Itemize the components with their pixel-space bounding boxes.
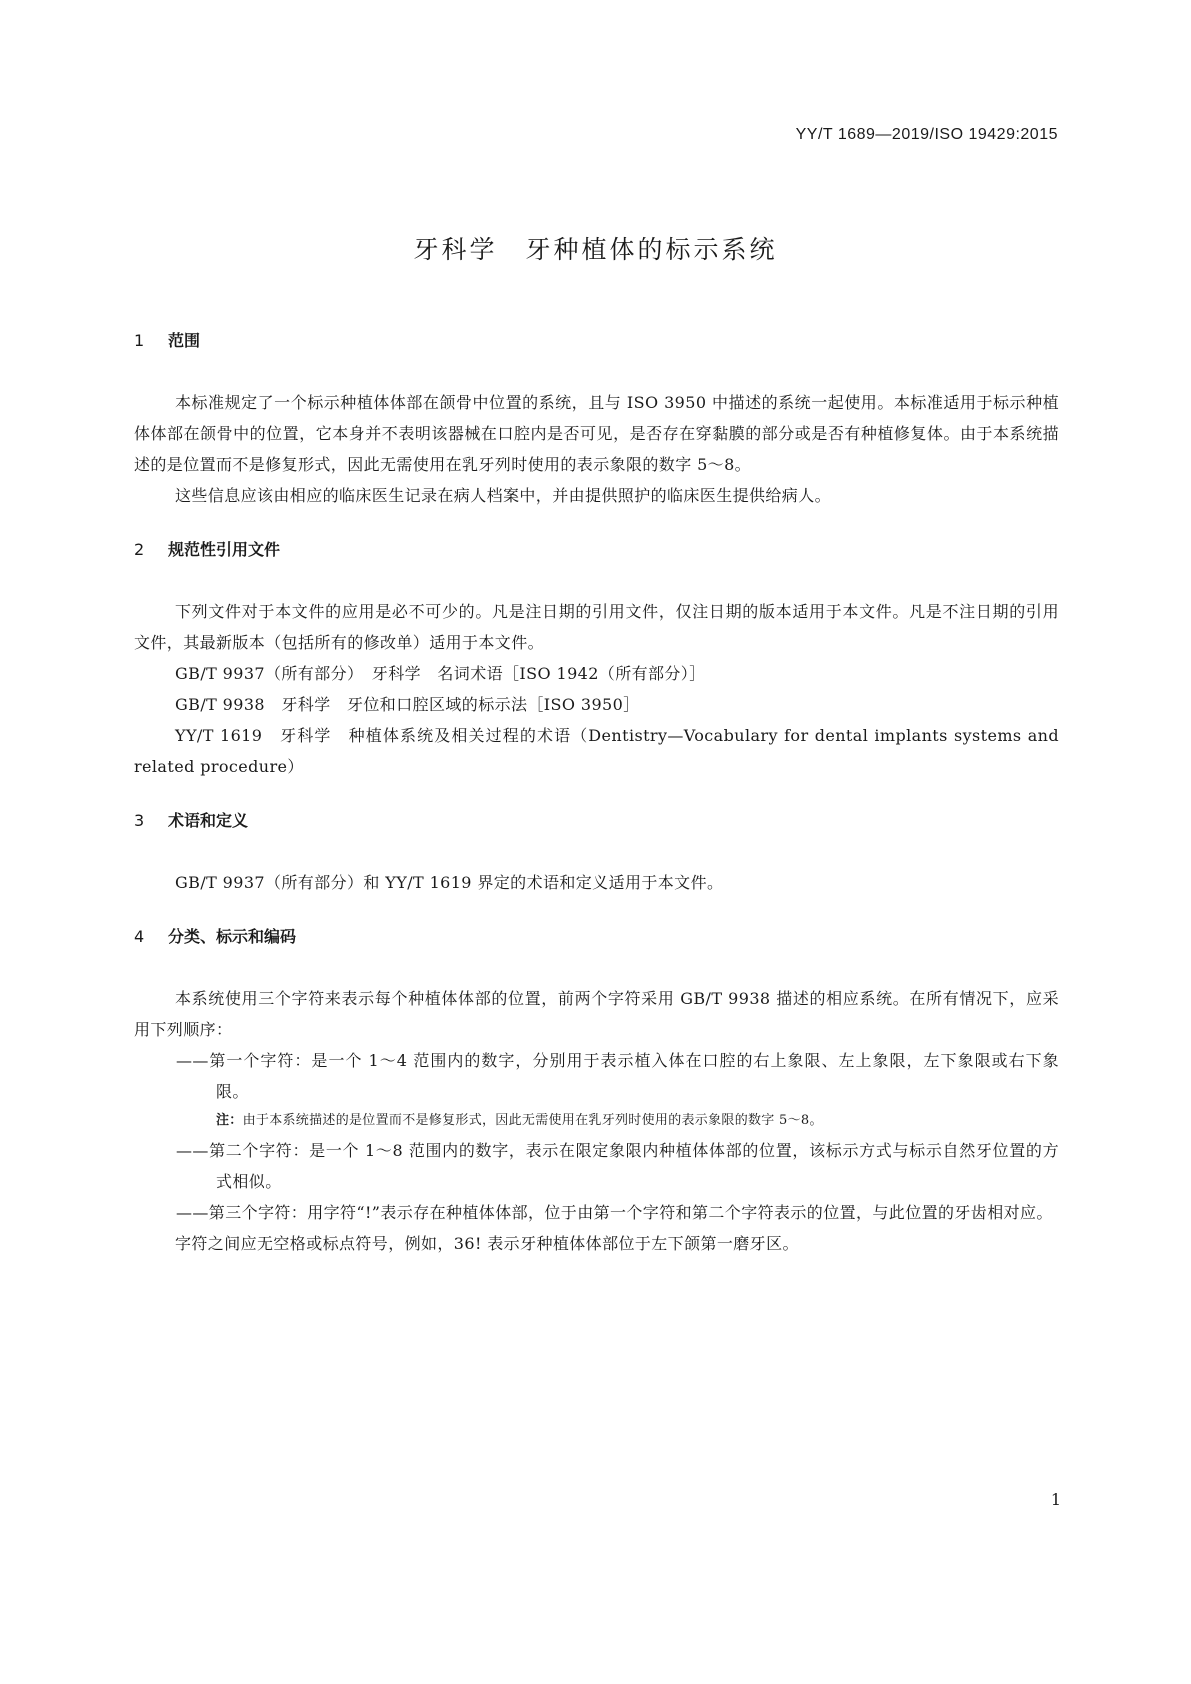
list-item: ——第一个字符：是一个 1～4 范围内的数字，分别用于表示植入体在口腔的右上象限、左上象限，左下象限或右下象限。 [176,1051,1059,1101]
reference-entry: GB/T 9937（所有部分） 牙科学 名词术语［ISO 1942（所有部分）］ [175,664,706,683]
section-3-heading [134,810,1059,832]
reference-entry: YY/T 1619 牙科学 种植体系统及相关过程的术语（Dentistry—Vocabulary for dental implants systems and related procedure） [134,726,1059,776]
section-title: 分类、标示和编码 [168,927,297,946]
section-number: 2 [134,540,145,559]
section-number: 1 [134,331,145,350]
document-code-header: YY/T 1689—2019/ISO 19429:2015 [795,126,1058,143]
paragraph: 本系统使用三个字符来表示每个种植体体部的位置，前两个字符采用 GB/T 9938 描述的相应系统。在所有情况下，应采用下列顺序： [134,989,1059,1039]
section-4-heading [134,926,1059,948]
section-title: 术语和定义 [168,811,249,830]
note-label: 注： [216,1113,243,1128]
document-body [134,330,1059,1259]
note [134,1107,1059,1135]
note-text: 由于本系统描述的是位置而不是修复形式，因此无需使用在乳牙列时使用的表示象限的数字 5～8。 [242,1113,823,1128]
paragraph: 这些信息应该由相应的临床医生记录在病人档案中，并由提供照护的临床医生提供给病人。 [175,486,832,505]
section-1-heading [134,330,1059,352]
page-number: 1 [1050,1490,1061,1509]
section-number: 4 [134,927,145,946]
document-title: 牙科学 牙种植体的标示系统 [413,235,778,264]
section-title: 规范性引用文件 [168,540,281,559]
paragraph: 下列文件对于本文件的应用是必不可少的。凡是注日期的引用文件，仅注日期的版本适用于本文件。凡是不注日期的引用文件，其最新版本（包括所有的修改单）适用于本文件。 [134,602,1059,652]
section-title: 范围 [168,331,201,350]
paragraph: 字符之间应无空格或标点符号，例如，36! 表示牙种植体体部位于左下颌第一磨牙区。 [175,1234,799,1253]
paragraph: 本标准规定了一个标示种植体体部在颌骨中位置的系统，且与 ISO 3950 中描述的系统一起使用。本标准适用于标示种植体体部在颌骨中的位置，它本身并不表明该器械在口腔内是否可见，是否存在穿黏膜的部分或是否有种植修复体。由于本系统描述的是位置而不是修复形式，因此无需使用在乳牙列时使用的表示象限的数字 5～8。 [134,393,1059,474]
reference-entry: GB/T 9938 牙科学 牙位和口腔区域的标示法［ISO 3950］ [175,695,640,714]
paragraph: GB/T 9937（所有部分）和 YY/T 1619 界定的术语和定义适用于本文件。 [175,873,724,892]
section-number: 3 [134,811,145,830]
section-2-heading [134,539,1059,561]
list-item: ——第三个字符：用字符“!”表示存在种植体体部，位于由第一个字符和第二个字符表示的位置，与此位置的牙齿相对应。 [176,1203,1053,1222]
list-item: ——第二个字符：是一个 1～8 范围内的数字，表示在限定象限内种植体体部的位置，该标示方式与标示自然牙位置的方式相似。 [176,1141,1059,1191]
